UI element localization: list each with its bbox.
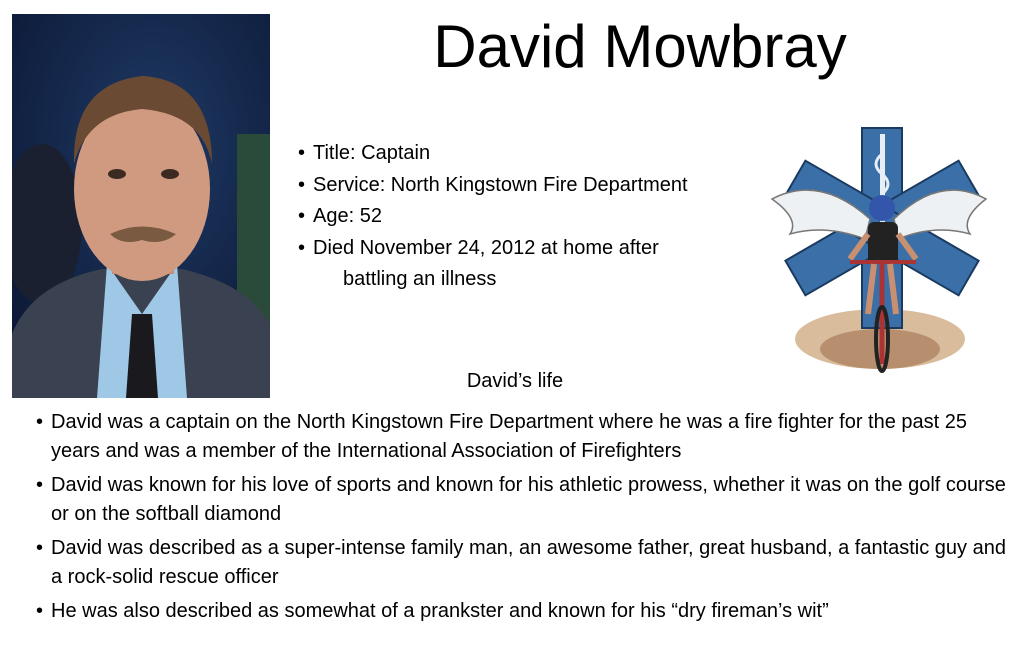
list-item: • David was known for his love of sports and known for his athletic prowess, whether it was on the golf course or on the softball diamond: [36, 471, 1016, 529]
list-item: • He was also described as somewhat of a prankster and known for his “dry fireman’s wit”: [36, 597, 1016, 626]
page-title: David Mowbray: [433, 13, 847, 80]
fact-service: • Service: North Kingstown Fire Department: [298, 170, 768, 202]
fact-list: [298, 138, 768, 296]
fact-title: • Title: Captain: [298, 138, 768, 170]
life-list: [36, 408, 1016, 631]
fact-died: [298, 233, 768, 296]
star-of-life-winged-cyclist-icon: [770, 124, 988, 382]
fact-died-line2: battling an illness: [343, 268, 497, 290]
portrait-photo: [12, 14, 270, 398]
fact-died-line1: Died November 24, 2012 at home after: [313, 236, 659, 259]
fact-age: • Age: 52: [298, 201, 768, 233]
list-item: • David was a captain on the North Kingstown Fire Department where he was a fire fighter for the past 25 years and was a member of the International Association of Firefighters: [36, 408, 1016, 466]
list-item: • David was described as a super-intense family man, an awesome father, great husband, a fantastic guy and a rock-solid rescue officer: [36, 534, 1016, 592]
section-heading: David’s life: [466, 370, 564, 392]
